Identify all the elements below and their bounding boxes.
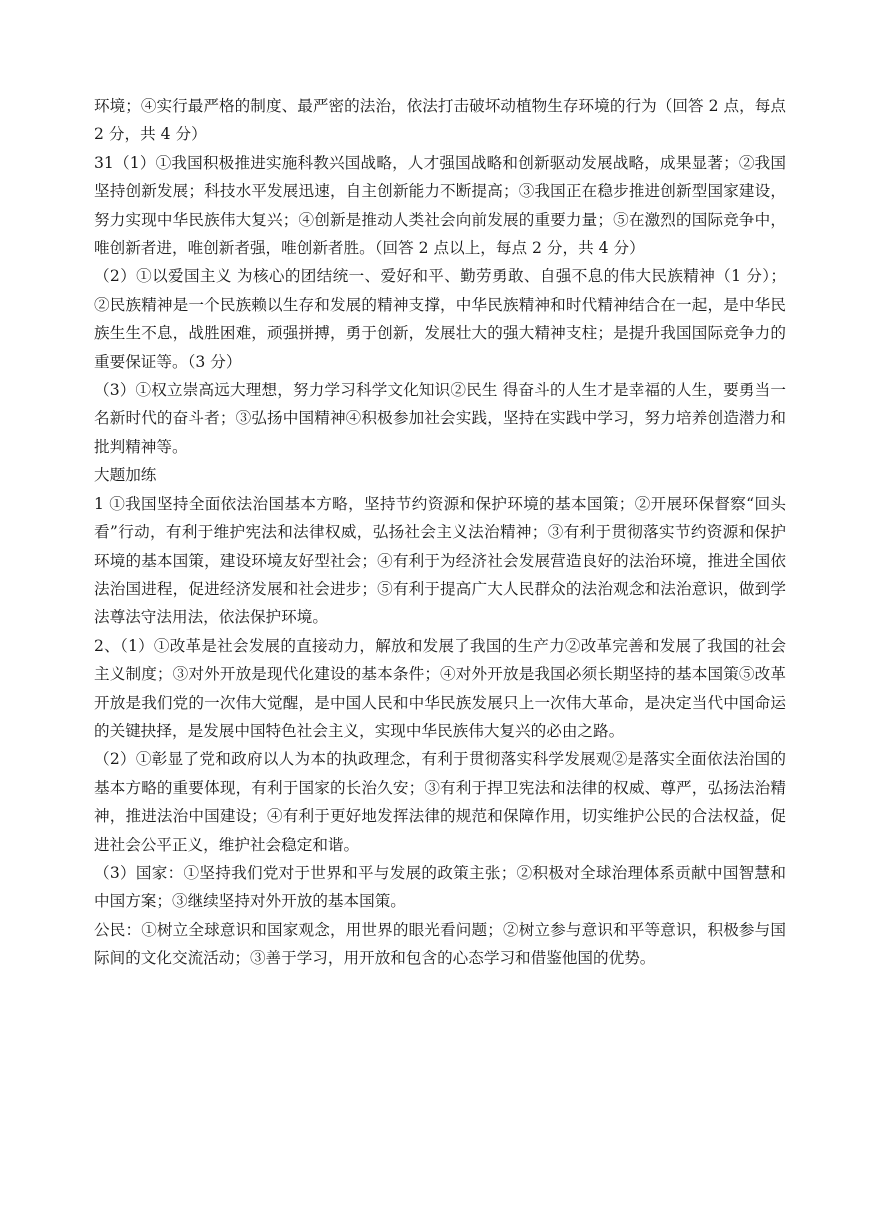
answer-text-body (94, 92, 786, 973)
paragraph-practice-q1: 1 ①我国坚持全面依法治国基本方略，坚持节约资源和保护环境的基本国策；②开展环保督察“回头看”行动，有利于维护宪法和法律权威，弘扬社会主义法治精神；③有利于贯彻落实节约资源和保护环境的基本国策，建设环境友好型社会；④有利于为经济社会发展营造良好的法治环境，推进全国依法治国进程，促进经济发展和社会进步；⑤有利于提高广大人民群众的法治观念和法治意识，做到学法尊法守法用法，依法保护环境。 (94, 494, 786, 627)
paragraph-practice-q2-part3-citizen: 公民：①树立全球意识和国家观念，用世界的眼光看问题；②树立参与意识和平等意识，积极参与国际间的文化交流活动；③善于学习，用开放和包含的心态学习和借鉴他国的优势。 (94, 920, 786, 968)
paragraph-q31-part1: 31（1）①我国积极推进实施科教兴国战略，人才强国战略和创新驱动发展战略，成果显著；②我国坚持创新发展；科技水平发展迅速，自主创新能力不断提高；③我国正在稳步推进创新型国家建设，努力实现中华民族伟大复兴；④创新是推动人类社会向前发展的重要力量；⑤在激烈的国际竞争中，唯创新者进，唯创新者强，唯创新者胜。（回答 2 点以上，每点 2 分，共 4 分） (94, 153, 786, 258)
paragraph-environment-continuation: 环境；④实行最严格的制度、最严密的法治，依法打击破坏动植物生存环境的行为（回答 2 点，每点 2 分，共 4 分） (94, 97, 786, 144)
paragraph-q31-part2: （2）①以爱国主义 为核心的团结统一、爱好和平、勤劳勇敢、自强不息的伟大民族精神（1 分）；②民族精神是一个民族赖以生存和发展的精神支撑，中华民族精神和时代精神结合在一起，是中华民族生生不息，战胜困难，顽强拼搏，勇于创新，发展壮大的强大精神支柱；是提升我国国际竞争力的重要保证等。（3 分） (94, 267, 786, 371)
paragraph-q31-part3: （3）①权立崇高远大理想，努力学习科学文化知识②民生 得奋斗的人生才是幸福的人生，要勇当一名新时代的奋斗者；③弘扬中国精神④积极参加社会实践，坚持在实践中学习，努力培养创造潜力和批判精神等。 (94, 381, 786, 456)
paragraph-practice-q2-part1: 2、（1）①改革是社会发展的直接动力，解放和发展了我国的生产力②改革完善和发展了我国的社会主义制度；③对外开放是现代化建设的基本条件；④对外开放是我国必须长期坚持的基本国策⑤改革开放是我们党的一次伟大觉醒，是中国人民和中华民族发展只上一次伟大革命，是决定当代中国命运的关键抉择，是发展中国特色社会主义，实现中华民族伟大复兴的必由之路。 (94, 636, 786, 740)
section-heading-extra-practice: 大题加练 (94, 466, 157, 485)
paragraph-practice-q2-part3-nation: （3）国家：①坚持我们党对于世界和平与发展的政策主张；②积极对全球治理体系贡献中国智慧和中国方案；③继续坚持对外开放的基本国策。 (94, 863, 786, 911)
paragraph-practice-q2-part2: （2）①彰显了党和政府以人为本的执政理念，有利于贯彻落实科学发展观②是落实全面依法治国的基本方略的重要体现，有利于国家的长治久安；③有利于捍卫宪法和法律的权威、尊严，弘扬法治精神，推进法治中国建设；④有利于更好地发挥法律的规范和保障作用，切实维护公民的合法权益，促进社会公平正义，维护社会稳定和谐。 (94, 750, 786, 854)
